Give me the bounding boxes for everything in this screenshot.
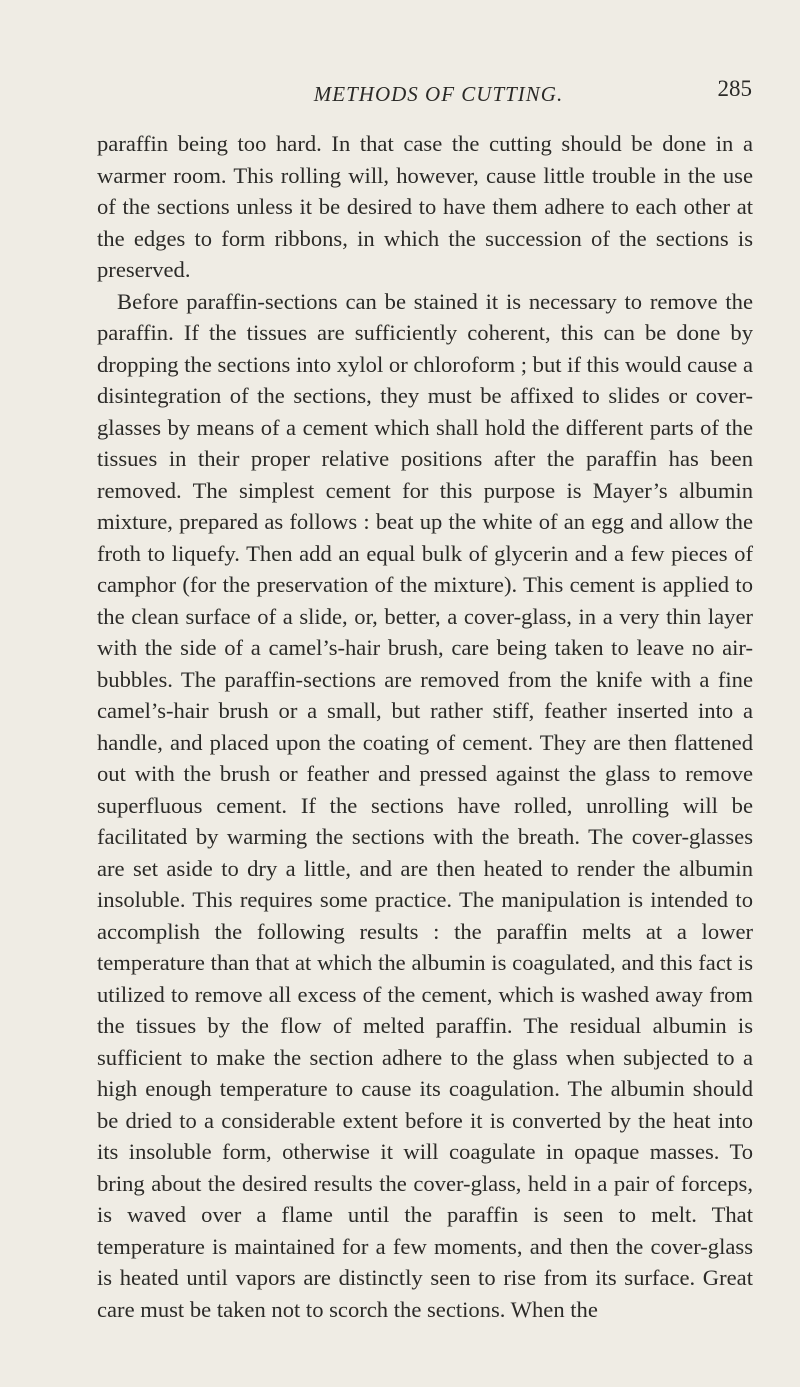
paragraph-paraffin-sections: Before paraffin-sections can be stained it is necessary to remove the paraffin. If the tissues are sufficiently coherent, this can be done by dropping the sections into xylol or chloroform ; but if this would cause a disintegration of the sections, they must be affixed to slides or cover-glasses by means of a cement which shall hold the different parts of the tissues in their proper relative positions after the paraffin has been removed. The simplest cement for this purpose is Mayer’s albumin mixture, prepared as follows : beat up the white of an egg and allow the froth to liquefy. Then add an equal bulk of glycerin and a few pieces of camphor (for the preservation of the mixture). This cement is applied to the clean surface of a slide, or, better, a cover-glass, in a very thin layer with the side of a camel’s-hair brush, care being taken to leave no air-bubbles. The paraffin-sections are removed from the knife with a fine camel’s-hair brush or a small, but rather stiff, feather inserted into a handle, and placed upon the coating of cement. They are then flattened out with the brush or feather and pressed against the glass to remove superfluous cement. If the sections have rolled, unrolling will be facilitated by warming the sections with the breath. The cover-glasses are set aside to dry a little, and are then heated to render the albumin insoluble. This requires some practice. The manipulation is intended to accomplish the following results : the paraffin melts at a lower temperature than that at which the albumin is coagulated, and this fact is utilized to remove all excess of the cement, which is washed away from the tissues by the flow of melted paraffin. The residual albumin is sufficient to make the section adhere to the glass when subjected to a high enough temperature to cause its coagulation. The albumin should be dried to a considerable extent before it is converted by the heat into its insoluble form, otherwise it will coagulate in opaque masses. To bring about the desired results the cover-glass, held in a pair of forceps, is waved over a flame until the paraffin is seen to melt. That temperature is maintained for a few moments, and then the cover-glass is heated until vapors are distinctly seen to rise from its surface. Great care must be taken not to scorch the sections. When the	[97, 288, 753, 1322]
paragraph-continued: paraffin being too hard. In that case the cutting should be done in a warmer room. This rolling will, however, cause little trouble in the use of the sections unless it be desired to have them adhere to each other at the edges to form ribbons, in which the succession of the sections is preserved.	[97, 131, 753, 282]
page-number: 285	[717, 76, 752, 101]
page-header	[95, 76, 752, 116]
body-text	[97, 128, 753, 1325]
running-head: METHODS OF CUTTING.	[313, 82, 564, 106]
